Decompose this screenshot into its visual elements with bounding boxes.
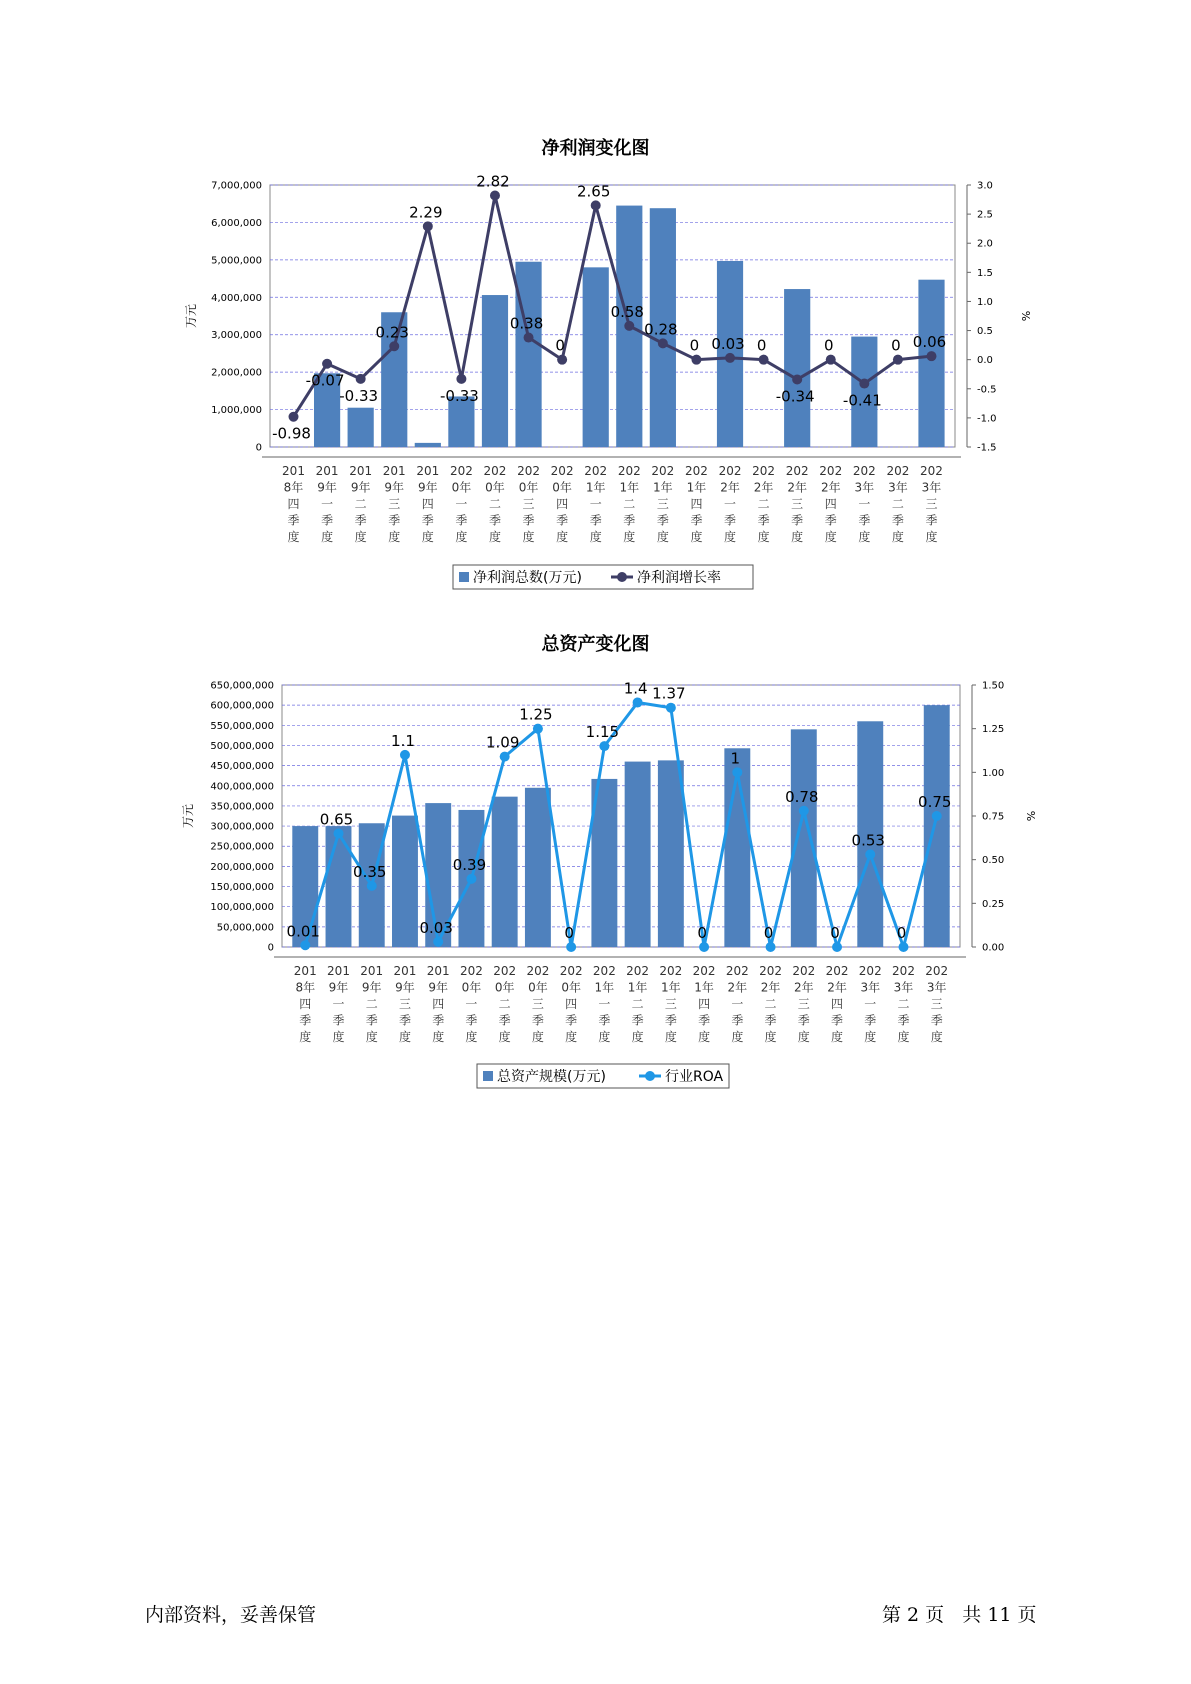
data-label: 0	[756, 336, 767, 355]
x-category-label: 202 3年三季度	[925, 964, 949, 1044]
line-point	[500, 752, 510, 762]
y-tick-label: 1,000,000	[211, 405, 262, 417]
data-label: 2.29	[409, 203, 443, 222]
y-tick-label: 150,000,000	[210, 882, 274, 894]
x-category-label: 202 0年一季度	[449, 464, 473, 544]
bar	[348, 408, 374, 447]
y-tick-label: 400,000,000	[210, 781, 274, 793]
x-category-label: 202 0年二季度	[483, 464, 507, 544]
legend-bar-label: 总资产规模(万元)	[497, 1069, 606, 1085]
data-label: 0	[830, 924, 840, 942]
y-tick-label: 550,000,000	[210, 720, 274, 732]
data-label: 0.06	[912, 333, 947, 352]
line-point	[599, 741, 609, 751]
x-category-label: 202 1年二季度	[626, 964, 650, 1044]
y2-tick-label: 3.0	[977, 180, 993, 192]
line-point	[456, 374, 466, 384]
data-label: 0.38	[509, 314, 544, 333]
y-tick-label: 500,000,000	[210, 740, 274, 752]
x-category-label: 202 1年四季度	[692, 964, 716, 1044]
line-point	[732, 767, 742, 777]
x-category-label: 202 1年三季度	[651, 464, 675, 544]
y2-axis-title: %	[1024, 810, 1037, 822]
y-tick-label: 2,000,000	[211, 367, 262, 379]
data-label: -0.34	[775, 387, 815, 406]
y2-tick-label: 1.0	[977, 296, 993, 308]
y2-tick-label: 0.75	[982, 811, 1005, 823]
y-tick-label: 50,000,000	[216, 922, 274, 934]
line-point	[300, 940, 310, 950]
footer-page-number: 第 2 页 共 11 页	[882, 1604, 1037, 1626]
line-point	[766, 942, 776, 952]
data-label: 0	[555, 336, 565, 355]
line-point	[759, 355, 769, 365]
line-point	[524, 333, 534, 343]
line-point	[566, 942, 576, 952]
x-category-label: 202 1年一季度	[584, 464, 608, 544]
legend-bar-swatch	[459, 572, 469, 582]
bar	[482, 295, 508, 447]
line-point	[490, 190, 500, 200]
bar	[583, 267, 609, 447]
data-label: -0.98	[272, 424, 311, 443]
net-profit-chart	[0, 170, 1191, 610]
line-point	[624, 321, 634, 331]
data-label: 0.39	[452, 855, 487, 874]
y2-tick-label: 0.50	[982, 855, 1005, 867]
line-point	[591, 200, 601, 210]
y2-tick-label: 1.5	[977, 267, 993, 279]
y2-tick-label: 2.0	[977, 238, 993, 250]
y-tick-label: 3,000,000	[211, 330, 262, 342]
line-point	[691, 355, 701, 365]
total-assets-chart-title: 总资产变化图	[541, 634, 650, 655]
y-tick-label: 250,000,000	[210, 841, 274, 853]
legend-line-label: 净利润增长率	[637, 570, 721, 586]
bar	[658, 760, 684, 947]
data-label: 2.65	[577, 182, 611, 201]
data-label: -0.07	[305, 371, 345, 390]
total-assets-chart	[0, 665, 1191, 1105]
x-category-label: 202 2年一季度	[718, 464, 742, 544]
y2-tick-label: 1.50	[982, 680, 1005, 692]
y2-tick-label: 0.0	[977, 355, 993, 367]
line-point	[832, 942, 842, 952]
x-category-label: 202 2年四季度	[825, 964, 849, 1044]
y2-tick-label: -0.5	[977, 384, 997, 396]
bar	[918, 280, 944, 447]
line-point	[893, 355, 903, 365]
data-label: 0.03	[419, 918, 453, 937]
line-point	[792, 374, 802, 384]
line-point	[466, 874, 476, 884]
data-label: 1.37	[652, 684, 686, 703]
data-label: 0.75	[918, 793, 952, 811]
legend-line-marker	[645, 1071, 655, 1081]
line-point	[932, 811, 942, 821]
x-category-label: 201 9年四季度	[416, 464, 440, 544]
line-point	[926, 351, 936, 361]
x-category-label: 201 9年二季度	[349, 464, 373, 544]
data-label: 1	[730, 749, 741, 768]
y2-axis-title: %	[1019, 310, 1032, 322]
y2-tick-label: 0.00	[982, 942, 1005, 954]
data-label: 0.78	[785, 787, 819, 806]
x-category-label: 202 0年四季度	[550, 464, 574, 544]
data-label: 0	[896, 924, 907, 942]
x-category-label: 201 9年三季度	[382, 464, 406, 544]
bar	[784, 289, 810, 447]
x-category-label: 201 8年四季度	[293, 964, 317, 1044]
data-label: 0	[689, 336, 700, 355]
line-point	[356, 374, 366, 384]
data-label: 0	[891, 336, 901, 355]
line-point	[289, 412, 299, 422]
x-category-label: 202 0年四季度	[559, 964, 583, 1044]
line-point	[725, 353, 735, 363]
x-category-label: 201 9年四季度	[426, 964, 450, 1044]
line-point	[666, 703, 676, 713]
x-category-label: 202 3年一季度	[852, 464, 876, 544]
y2-tick-label: 0.5	[977, 326, 993, 338]
bar	[791, 729, 817, 947]
y-tick-label: 650,000,000	[210, 680, 274, 692]
x-category-label: 201 9年三季度	[393, 964, 417, 1044]
legend-line-marker	[617, 572, 627, 582]
line-point	[699, 942, 709, 952]
bar	[525, 788, 551, 947]
x-category-label: 202 1年四季度	[684, 464, 708, 544]
y-tick-label: 600,000,000	[210, 700, 274, 712]
y-tick-label: 350,000,000	[210, 801, 274, 813]
data-label: 0.23	[375, 323, 409, 342]
y-tick-label: 0	[255, 442, 262, 454]
y-axis-title: 万元	[181, 803, 195, 829]
y2-tick-label: 1.00	[982, 767, 1005, 779]
line-point	[826, 355, 836, 365]
y-axis-title: 万元	[184, 303, 198, 329]
x-category-label: 202 1年一季度	[592, 964, 616, 1044]
data-label: 0.53	[851, 831, 885, 850]
net-profit-chart-title: 净利润变化图	[541, 138, 650, 159]
bar	[326, 826, 352, 947]
y2-tick-label: 0.25	[982, 898, 1005, 910]
x-category-label: 201 9年二季度	[360, 964, 384, 1044]
bar	[415, 443, 441, 447]
line-point	[389, 341, 399, 351]
x-category-label: 202 0年二季度	[493, 964, 517, 1044]
footer-confidential-note: 内部资料，妥善保管	[145, 1604, 317, 1626]
x-category-label: 202 3年一季度	[858, 964, 882, 1044]
x-category-label: 201 9年一季度	[315, 464, 339, 544]
line-point	[658, 338, 668, 348]
data-label: -0.41	[842, 391, 882, 410]
data-label: 0.65	[319, 810, 354, 829]
x-category-label: 202 2年一季度	[725, 964, 749, 1044]
y-tick-label: 6,000,000	[211, 217, 262, 229]
line-point	[367, 881, 377, 891]
line-point	[859, 379, 869, 389]
y-tick-label: 300,000,000	[210, 821, 274, 833]
y-tick-label: 100,000,000	[210, 902, 274, 914]
data-label: 1.4	[623, 679, 648, 698]
data-label: 1.1	[391, 731, 415, 750]
line-point	[400, 750, 410, 760]
x-category-label: 202 0年三季度	[526, 964, 550, 1044]
data-label: 2.82	[476, 172, 510, 191]
y2-tick-label: -1.0	[977, 413, 997, 425]
y-tick-label: 7,000,000	[211, 180, 262, 192]
x-category-label: 201 9年一季度	[327, 964, 350, 1044]
legend-bar-label: 净利润总数(万元)	[473, 570, 582, 586]
bar	[515, 262, 541, 447]
legend	[477, 1064, 729, 1088]
data-label: 1.25	[519, 705, 553, 724]
data-label: 1.09	[485, 733, 520, 752]
x-category-label: 202 2年四季度	[819, 464, 843, 544]
line-point	[865, 849, 875, 859]
x-category-label: 202 2年二季度	[752, 464, 776, 544]
bar	[492, 797, 518, 947]
x-category-label: 202 1年二季度	[617, 464, 641, 544]
legend	[453, 565, 753, 589]
data-label: -0.33	[339, 386, 379, 405]
x-category-label: 202 2年三季度	[785, 464, 809, 544]
data-label: 1.15	[585, 723, 620, 742]
x-category-label: 202 3年二季度	[892, 964, 915, 1044]
line-point	[633, 697, 643, 707]
data-label: 0.58	[610, 302, 644, 321]
bar	[625, 762, 651, 947]
line-point	[334, 828, 344, 838]
bar	[924, 705, 950, 947]
y-tick-label: 450,000,000	[210, 761, 274, 773]
data-label: 0.01	[286, 922, 320, 941]
data-label: 0.35	[353, 862, 387, 881]
y-tick-label: 0	[267, 942, 274, 954]
line-point	[533, 724, 543, 734]
data-label: -0.33	[439, 386, 479, 405]
x-category-label: 202 3年二季度	[886, 464, 910, 544]
legend-line-label: 行业ROA	[665, 1069, 724, 1085]
x-category-label: 202 3年三季度	[920, 464, 943, 544]
data-label: 0.28	[644, 320, 678, 339]
legend-bar-swatch	[483, 1071, 493, 1081]
y-tick-label: 200,000,000	[210, 861, 274, 873]
y-tick-label: 5,000,000	[211, 255, 262, 267]
data-label: 0	[564, 924, 574, 942]
data-label: 0	[763, 924, 774, 942]
y-tick-label: 4,000,000	[211, 292, 262, 304]
y2-tick-label: 2.5	[977, 209, 993, 221]
x-category-label: 202 2年三季度	[792, 964, 816, 1044]
x-category-label: 202 0年一季度	[459, 964, 483, 1044]
line-point	[799, 806, 809, 816]
data-label: 0.03	[711, 334, 745, 353]
y2-tick-label: -1.5	[977, 442, 997, 454]
data-label: 0	[823, 336, 834, 355]
line-point	[899, 942, 909, 952]
line-point	[557, 355, 567, 365]
bar	[392, 816, 418, 947]
x-category-label: 202 2年二季度	[759, 964, 783, 1044]
y2-tick-label: 1.25	[982, 724, 1005, 736]
line-point	[322, 359, 332, 369]
line-point	[423, 221, 433, 231]
data-label: 0	[697, 924, 707, 942]
x-category-label: 201 8年四季度	[282, 464, 305, 544]
x-category-label: 202 1年三季度	[659, 964, 683, 1044]
line-point	[433, 937, 443, 947]
x-category-label: 202 0年三季度	[517, 464, 541, 544]
